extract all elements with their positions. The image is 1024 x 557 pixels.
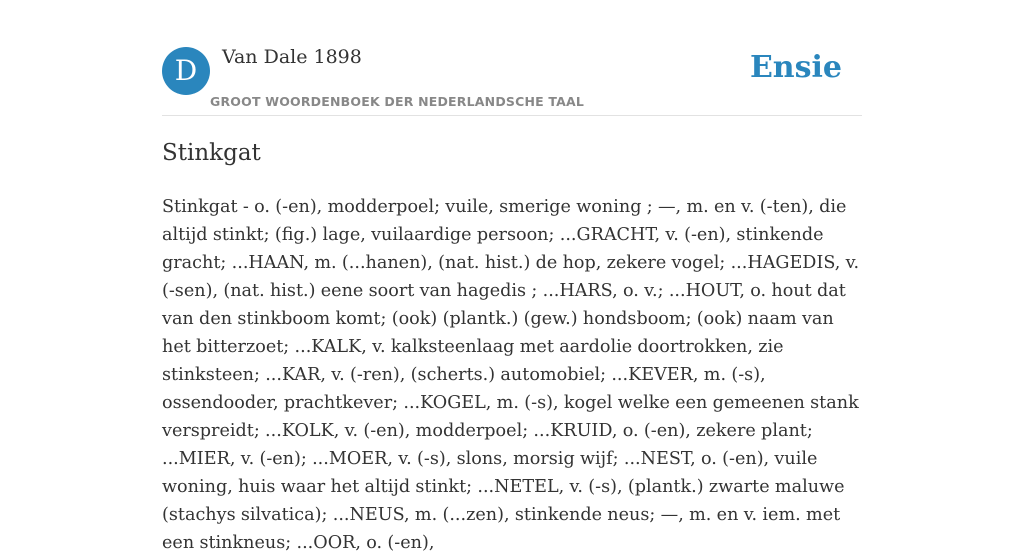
dictionary-name-link[interactable]: Van Dale 1898 — [222, 46, 362, 68]
dictionary-logo-icon[interactable]: D — [162, 47, 210, 95]
site-header — [162, 0, 862, 116]
page — [162, 0, 862, 553]
ensie-brand-logo[interactable]: Ensie — [749, 50, 842, 85]
dictionary-subtitle: GROOT WOORDENBOEK DER NEDERLANDSCHE TAAL — [210, 94, 585, 109]
entry-title: Stinkgat — [162, 140, 261, 166]
entry-definition: Stinkgat - o. (-en), modderpoel; vuile, smerige woning ; —, m. en v. (-ten), die altijd stinkt; (fig.) lage, vuilaardige persoon; ...GRACHT, v. (-en), stinkende gracht; ...HAAN, m. (...hanen), (nat. hist.) de hop, zekere vogel; ...HAGEDIS, v. (-sen), (nat. hist.) eene soort van hagedis ; ...HARS, o. v.; ...HOUT, o. hout dat van den stinkboom komt; (ook) (plantk.) (gew.) hondsboom; (ook) naam van het bitterzoet; ...KALK, v. kalksteenlaag met aardolie doortrokken, zie stinksteen; ...KAR, v. (-ren), (scherts.) automobiel; ...KEVER, m. (-s), ossendooder, prachtkever; ...KOGEL, m. (-s), kogel welke een gemeenen stank verspreidt; ...KOLK, v. (-en), modderpoel; ...KRUID, o. (-en), zekere plant; ...MIER, v. (-en); ...MOER, v. (-s), slons, morsig wijf; ...NEST, o. (-en), vuile woning, huis waar het altijd stinkt; ...NETEL, v. (-s), (plantk.) zwarte maluwe (stachys silvatica); ...NEUS, m. (...zen), stinkende neus; —, m. en v. iem. met een stinkneus; ...OOR, o. (-en), — [162, 197, 860, 553]
